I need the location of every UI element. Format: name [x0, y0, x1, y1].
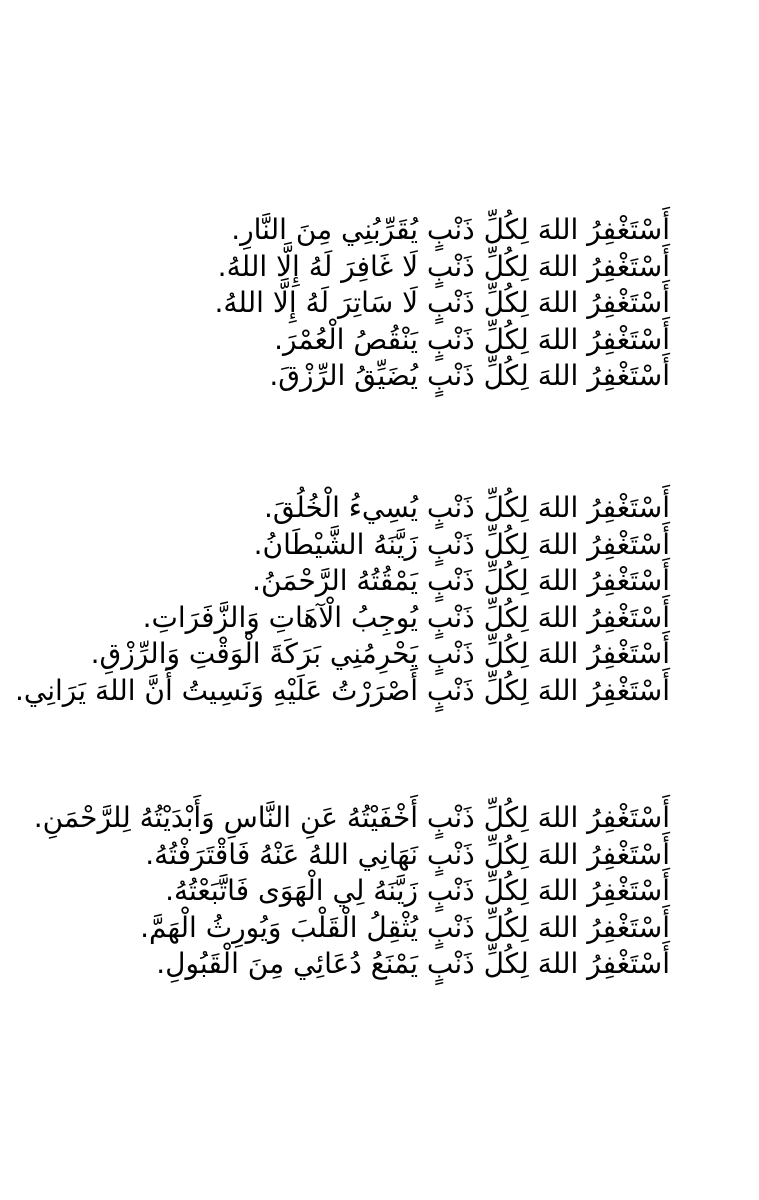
- text-line: أَسْتَغْفِرُ اللهَ لِكُلِّ ذَنْبٍ أَخْفَيْتُهُ عَنِ النَّاسِ وَأَبْدَيْتُهُ لِلرَّحْمَنِ.: [33, 801, 670, 834]
- text-line: أَسْتَغْفِرُ اللهَ لِكُلِّ ذَنْبٍ يَمْنَعُ دُعَائِي مِنَ الْقَبُولِ.: [156, 947, 670, 980]
- text-line: أَسْتَغْفِرُ اللهَ لِكُلِّ ذَنْبٍ يُضَيِّقُ الرِّزْقَ.: [269, 359, 670, 392]
- text-line: أَسْتَغْفِرُ اللهَ لِكُلِّ ذَنْبٍ زَيَّنَهُ لِي الْهَوَى فَاتَّبَعْتُهُ.: [165, 874, 670, 907]
- stanza-1: [30, 212, 670, 395]
- stanza-2: [14, 490, 670, 709]
- text-line: أَسْتَغْفِرُ اللهَ لِكُلِّ ذَنْبٍ أَصْرَرْتُ عَلَيْهِ وَنَسِيتُ أَنَّ اللهَ يَرَانِي.: [14, 673, 670, 707]
- text-line: أَسْتَغْفِرُ اللهَ لِكُلِّ ذَنْبٍ لَا سَاتِرَ لَهُ إِلَّا اللهُ.: [214, 286, 670, 319]
- text-line: أَسْتَغْفِرُ اللهَ لِكُلِّ ذَنْبٍ يُسِيءُ الْخُلُقَ.: [263, 491, 670, 524]
- text-line: أَسْتَغْفِرُ اللهَ لِكُلِّ ذَنْبٍ يُثْقِلُ الْقَلْبَ وَيُورِثُ الْهَمَّ.: [140, 910, 670, 944]
- text-line: أَسْتَغْفِرُ اللهَ لِكُلِّ ذَنْبٍ يُقَرِّبُنِي مِنَ النَّارِ.: [231, 213, 670, 246]
- text-line: أَسْتَغْفِرُ اللهَ لِكُلِّ ذَنْبٍ يُوجِبُ الْآهَاتِ وَالزَّفَرَاتِ.: [142, 600, 670, 634]
- stanza-3: [30, 800, 670, 983]
- text-line: أَسْتَغْفِرُ اللهَ لِكُلِّ ذَنْبٍ زَيَّنَهُ الشَّيْطَانُ.: [253, 527, 670, 561]
- text-line: أَسْتَغْفِرُ اللهَ لِكُلِّ ذَنْبٍ لَا غَافِرَ لَهُ إِلَّا اللهُ.: [217, 249, 670, 283]
- text-line: أَسْتَغْفِرُ اللهَ لِكُلِّ ذَنْبٍ نَهَانِي اللهُ عَنْهُ فَاقْتَرَفْتُهُ.: [145, 837, 670, 871]
- text-line: أَسْتَغْفِرُ اللهَ لِكُلِّ ذَنْبٍ يَمْقُتُهُ الرَّحْمَنُ.: [252, 564, 670, 597]
- text-line: أَسْتَغْفِرُ اللهَ لِكُلِّ ذَنْبٍ يَحْرِمُنِي بَرَكَةَ الْوَقْتِ وَالرِّزْقِ.: [90, 637, 670, 670]
- text-line: أَسْتَغْفِرُ اللهَ لِكُلِّ ذَنْبٍ يَنْقُصُ الْعُمْرَ.: [274, 322, 670, 356]
